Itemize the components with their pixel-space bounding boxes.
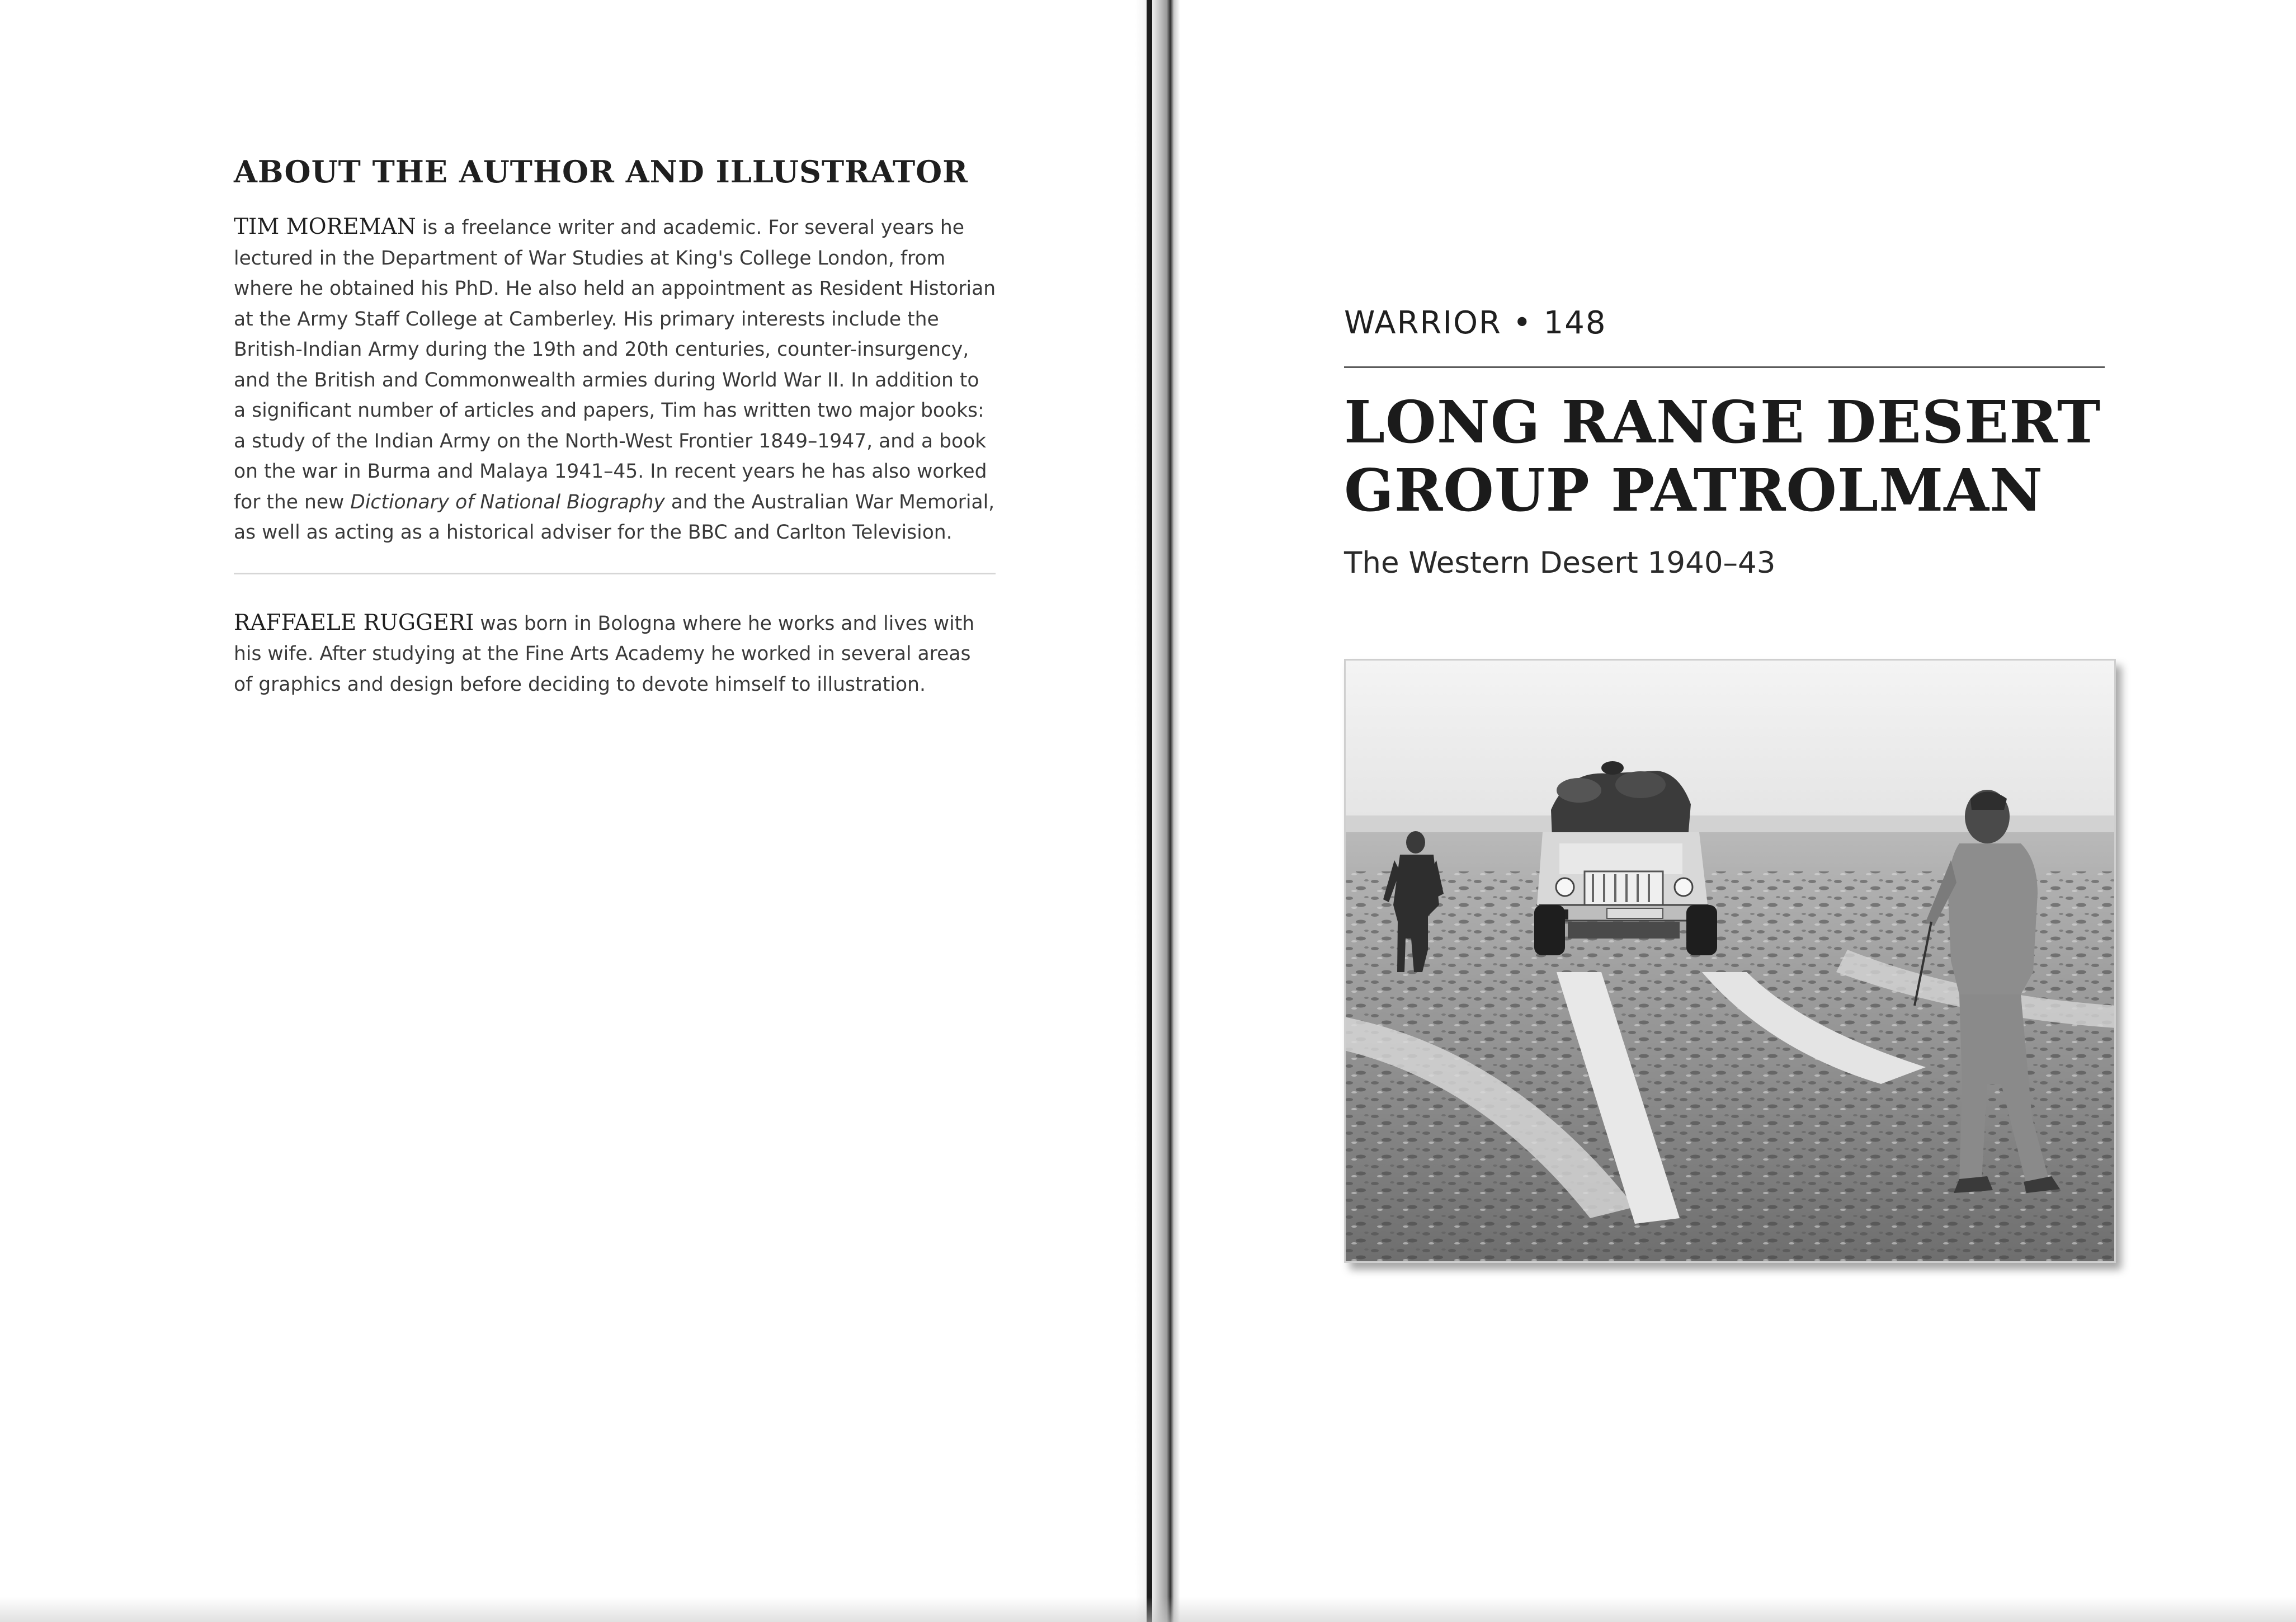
illustrator-bio xyxy=(234,608,1000,700)
author-bio-line: lectured in the Department of War Studies at King's College London, from xyxy=(234,247,946,270)
title-rule xyxy=(1344,366,2105,368)
illustrator-bio-line: his wife. After studying at the Fine Arts Academy he worked in several areas xyxy=(234,643,971,665)
section-divider xyxy=(234,573,996,574)
book-subtitle: The Western Desert 1940–43 xyxy=(1344,546,1776,580)
author-bio-line-10: for the new Dictionary of National Biography and the Australian War Memorial, xyxy=(234,491,995,513)
illustrator-bio-line: of graphics and design before deciding to devote himself to illustration. xyxy=(234,673,926,696)
book-title-line-2: GROUP PATROLMAN xyxy=(1344,456,2043,525)
page-bottom-shadow xyxy=(0,1597,2296,1622)
about-heading: ABOUT THE AUTHOR AND ILLUSTRATOR xyxy=(234,154,969,190)
author-name: TIM MOREMAN xyxy=(234,214,416,239)
author-bio-line: British-Indian Army during the 19th and 20th centuries, counter-insurgency, xyxy=(234,338,969,361)
dictionary-title: Dictionary of National Biography xyxy=(350,491,665,513)
author-bio-line: where he obtained his PhD. He also held an appointment as Resident Historian xyxy=(234,277,996,300)
cover-photo xyxy=(1344,659,2116,1263)
series-label: WARRIOR • 148 xyxy=(1344,305,1607,341)
page-gutter xyxy=(1135,0,1180,1622)
left-page xyxy=(234,154,1000,700)
author-bio-line: a significant number of articles and papers, Tim has written two major books: xyxy=(234,399,984,422)
illustrator-bio-line-1: RAFFAELE RUGGERI was born in Bologna where he works and lives with xyxy=(234,610,975,635)
desert-patrol-photo xyxy=(1344,659,2116,1263)
binding-line xyxy=(1147,0,1152,1622)
author-bio-line: a study of the Indian Army on the North-West Frontier 1849–1947, and a book xyxy=(234,430,987,452)
author-bio xyxy=(234,212,1000,548)
book-title xyxy=(1344,388,2105,525)
author-bio-line: at the Army Staff College at Camberley. His primary interests include the xyxy=(234,308,939,331)
author-bio-line-1: TIM MOREMAN is a freelance writer and academic. For several years he xyxy=(234,214,964,239)
author-bio-line: as well as acting as a historical adviser for the BBC and Carlton Television. xyxy=(234,521,953,544)
author-bio-line: on the war in Burma and Malaya 1941–45. In recent years he has also worked xyxy=(234,460,987,483)
illustrator-name: RAFFAELE RUGGERI xyxy=(234,610,474,635)
author-bio-line: and the British and Commonwealth armies during World War II. In addition to xyxy=(234,369,979,392)
right-page xyxy=(1344,305,2105,580)
book-title-line-1: LONG RANGE DESERT xyxy=(1344,388,2101,456)
